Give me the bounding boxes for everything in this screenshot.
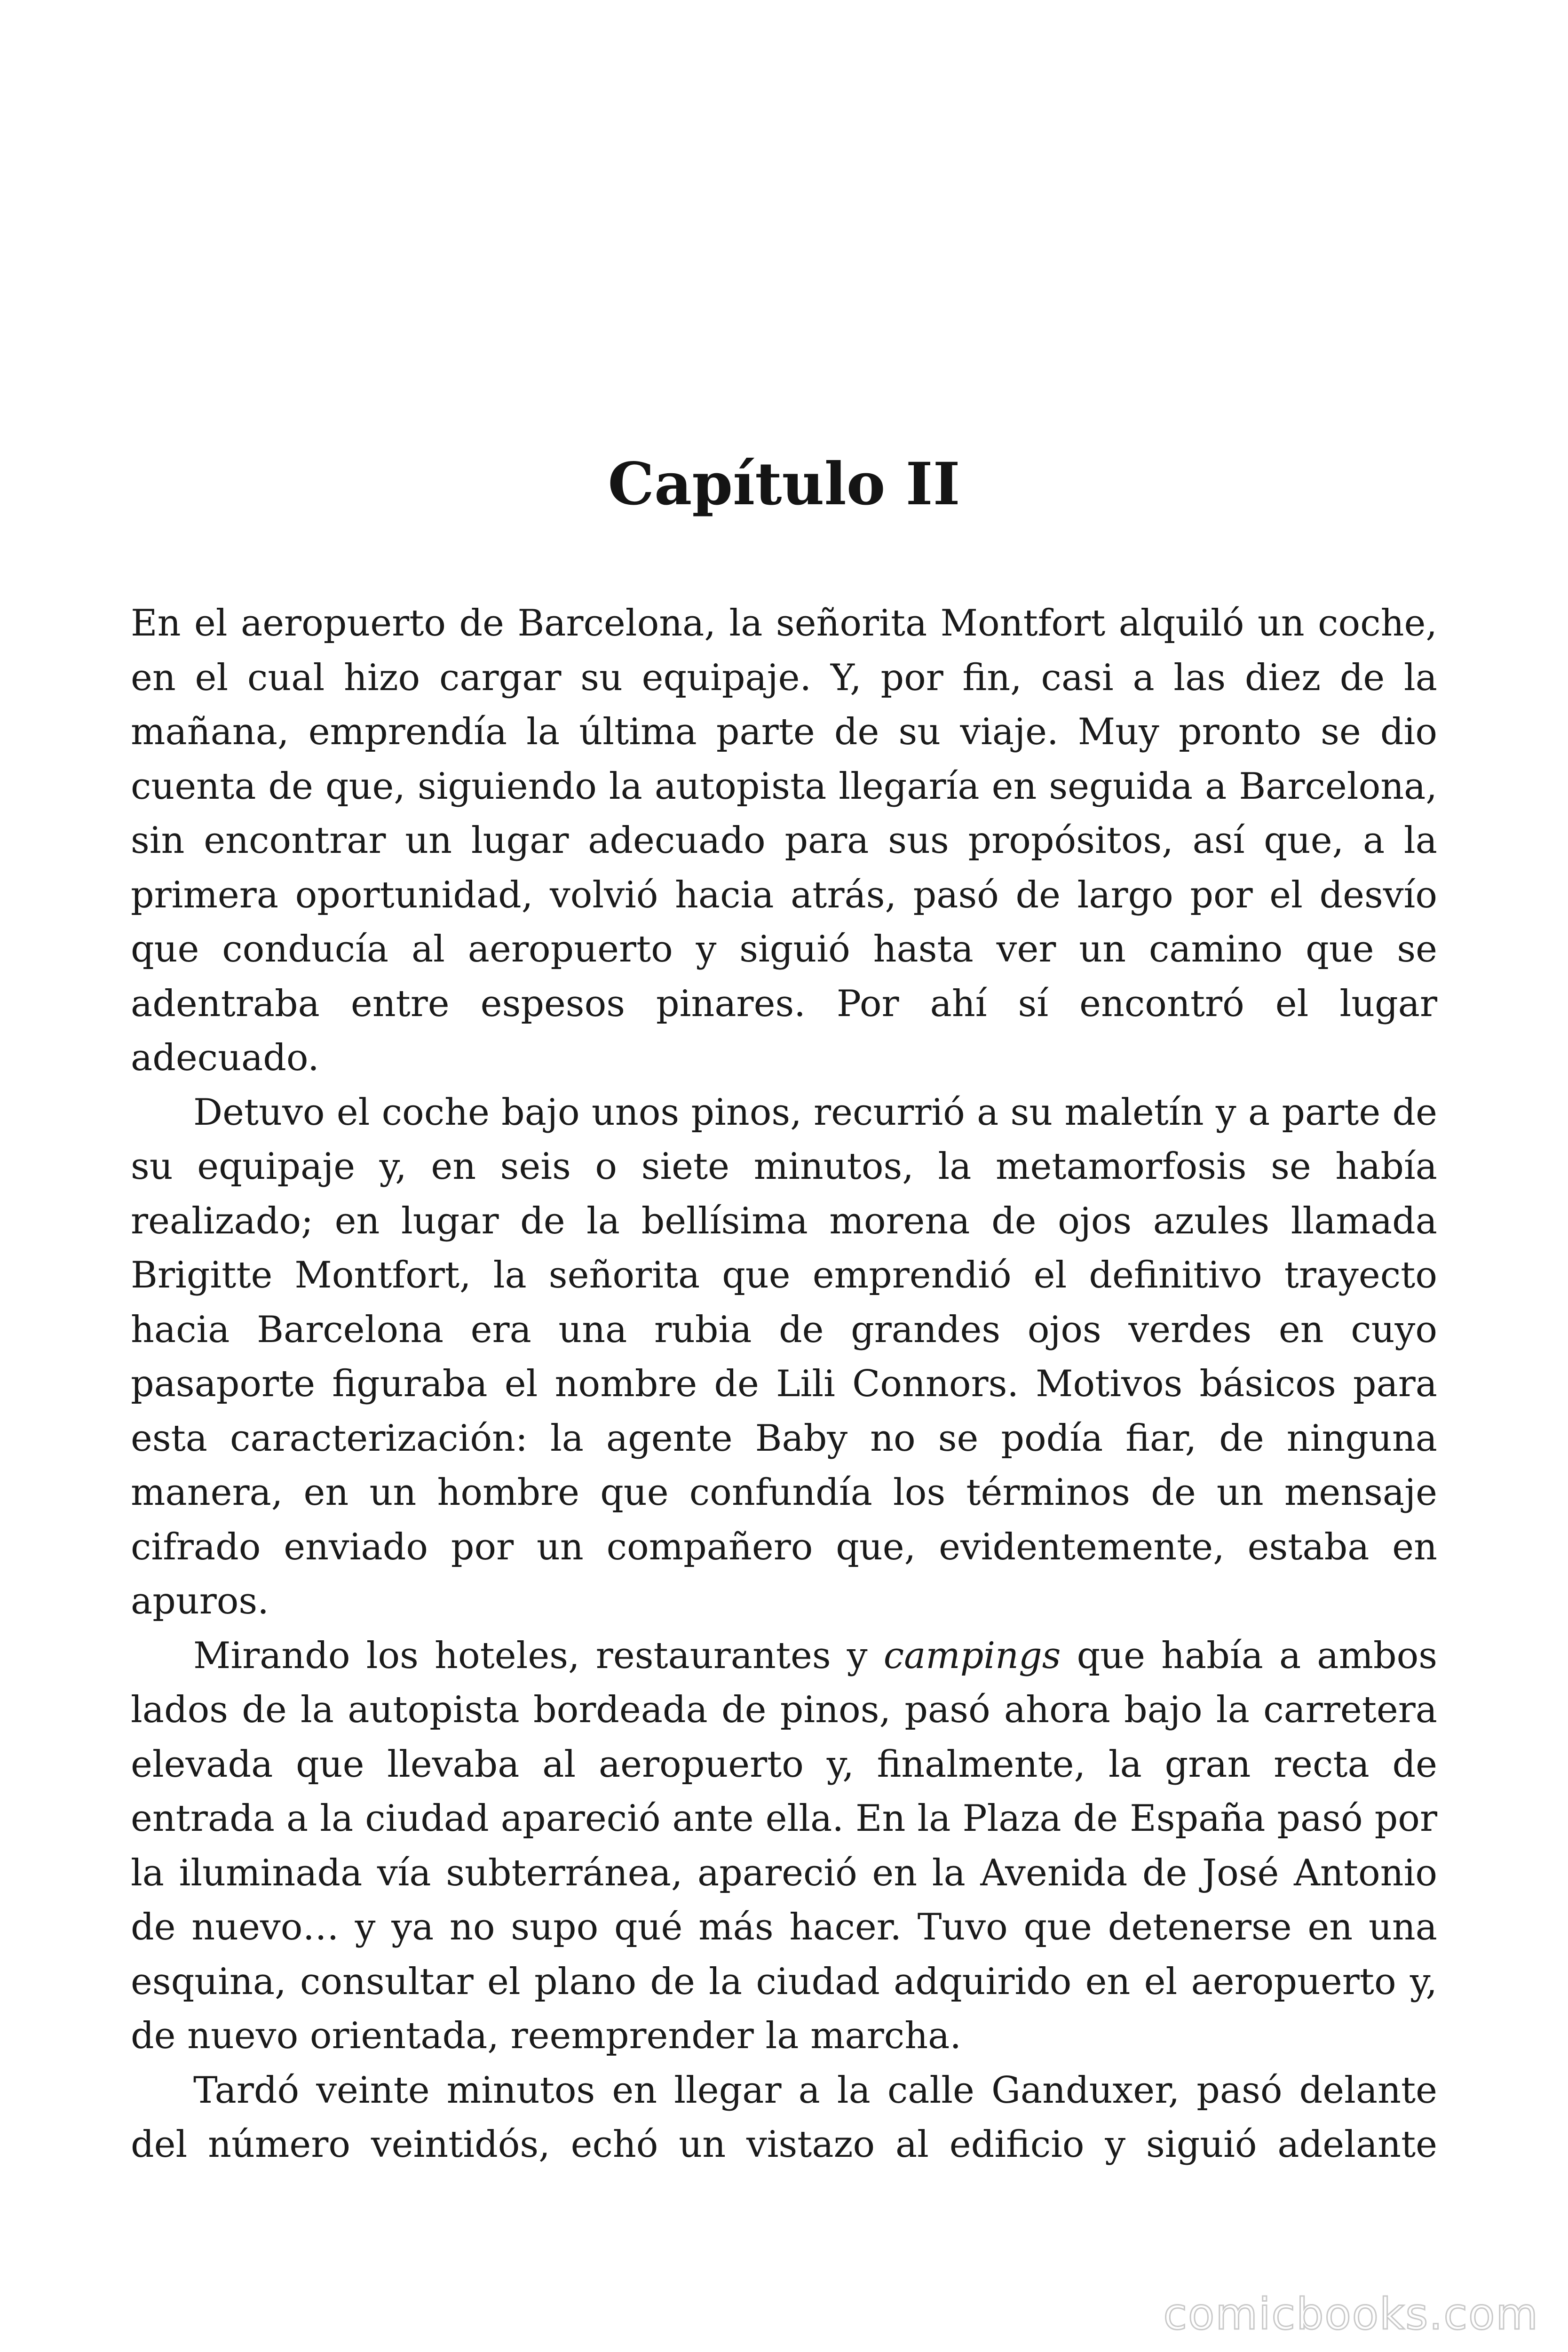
paragraph-4: Tardó veinte minutos en llegar a la calle Ganduxer, pasó delante del número veintidós, echó un vistazo al edificio y siguió adelante — [131, 2069, 1437, 2166]
paragraph-1: En el aeropuerto de Barcelona, la señorita Montfort alquiló un coche, en el cual hizo cargar su equipaje. Y, por fin, casi a las diez de la mañana, emprendía la última parte de su viaje. Muy pronto se dio cuenta de que, siguiendo la autopista llegaría en seguida a Barcelona, sin encontrar un lugar adecuado para sus propósitos, así que, a la primera oportunidad, volvió hacia atrás, pasó de largo por el desvío que conducía al aeropuerto y siguió hasta ver un camino que se adentraba entre espesos pinares. Por ahí sí encontró el lugar adecuado. — [131, 602, 1437, 1079]
paragraph-3 — [131, 1629, 1437, 2064]
chapter-title: Capítulo II — [608, 450, 960, 518]
paragraph-3-italic-word: campings — [883, 1634, 1061, 1677]
paragraph-2: Detuvo el coche bajo unos pinos, recurrió a su maletín y a parte de su equipaje y, en seis o siete minutos, la metamorfosis se había realizado; en lugar de la bellísima morena de ojos azules llamada Brigitte Montfort, la señorita que emprendió el definitivo trayecto hacia Barcelona era una rubia de grandes ojos verdes en cuyo pasaporte figuraba el nombre de Lili Connors. Motivos básicos para esta caracterización: la agente Baby no se podía fiar, de ninguna manera, en un hombre que confundía los términos de un mensaje cifrado enviado por un compañero que, evidentemente, estaba en apuros. — [131, 1091, 1437, 1622]
paragraph-3-end: que había a ambos lados de la autopista bordeada de pinos, pasó ahora bajo la carretera elevada que llevaba al aeropuerto y, finalmente, la gran recta de entrada a la ciudad apareció ante ella. En la Plaza de España pasó por la iluminada vía subterránea, apareció en la Avenida de José Antonio de nuevo… y ya no supo qué más hacer. Tuvo que detenerse en una esquina, consultar el plano de la ciudad adquirido en el aeropuerto y, de nuevo orientada, reemprender la marcha. — [131, 1634, 1437, 2057]
chapter-body — [131, 596, 1437, 2172]
paragraph-3-start: Mirando los hoteles, restaurantes y — [193, 1634, 884, 1677]
watermark-logo: comicbooks.com — [1163, 2289, 1539, 2339]
